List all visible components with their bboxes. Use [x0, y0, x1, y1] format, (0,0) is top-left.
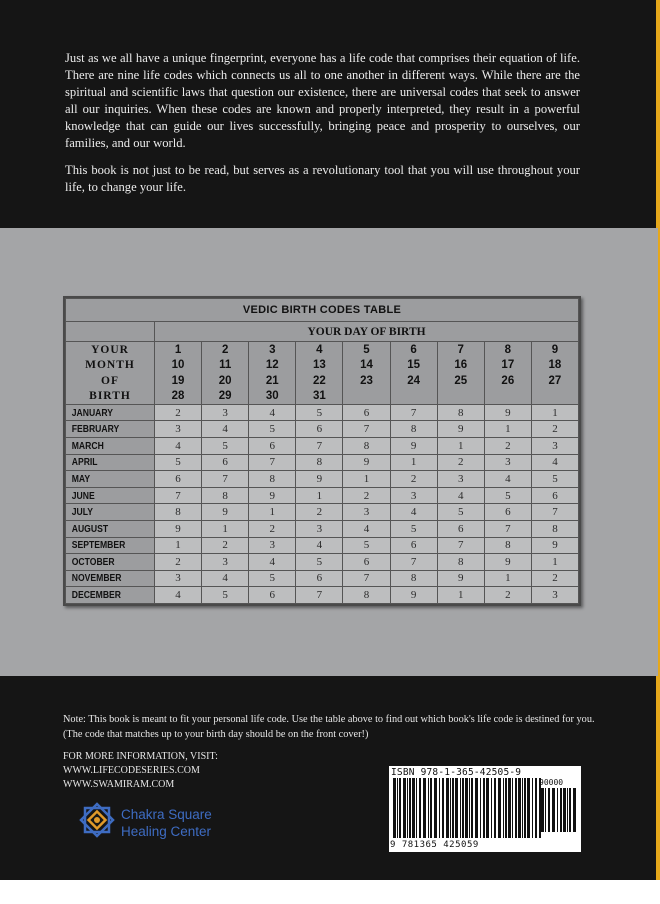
life-code-cell: 7 — [343, 421, 390, 438]
month-name: AUGUST — [71, 522, 109, 535]
life-code-cell: 1 — [296, 487, 343, 504]
barcode-addon-digits: 90000 — [539, 778, 564, 787]
codes-table — [65, 298, 579, 604]
life-code-cell: 8 — [202, 487, 249, 504]
day-number: 12 — [249, 358, 296, 373]
day-number: 15 — [390, 358, 437, 373]
life-code-cell: 9 — [484, 554, 531, 571]
barcode-bar — [548, 788, 550, 832]
month-name: JULY — [71, 506, 93, 519]
day-number: 21 — [249, 373, 296, 388]
life-code-cell: 3 — [531, 587, 578, 604]
life-code-cell: 4 — [155, 587, 202, 604]
life-code-cell: 2 — [202, 537, 249, 554]
life-code-cell: 9 — [390, 587, 437, 604]
life-code-cell: 9 — [296, 471, 343, 488]
day-number: 31 — [296, 388, 343, 404]
barcode-bar — [512, 778, 513, 838]
day-number: 23 — [343, 373, 390, 388]
life-code-cell: 4 — [155, 438, 202, 455]
life-code-cell: 8 — [155, 504, 202, 521]
life-code-cell: 5 — [531, 471, 578, 488]
life-code-cell: 3 — [202, 404, 249, 421]
day-row — [66, 342, 579, 358]
life-code-cell: 6 — [296, 421, 343, 438]
barcode-bar — [403, 778, 406, 838]
life-code-cell: 1 — [202, 520, 249, 537]
barcode-bar — [455, 778, 458, 838]
barcode-bar — [393, 778, 396, 838]
day-number — [343, 388, 390, 404]
life-code-cell: 1 — [437, 438, 484, 455]
life-code-cell: 6 — [296, 570, 343, 587]
life-code-cell: 8 — [390, 570, 437, 587]
life-code-cell: 9 — [155, 520, 202, 537]
life-code-cell: 6 — [249, 438, 296, 455]
barcode-bar — [524, 778, 526, 838]
month-row — [66, 421, 579, 438]
day-number: 24 — [390, 373, 437, 388]
life-code-cell: 4 — [390, 504, 437, 521]
day-number: 9 — [531, 342, 578, 358]
life-code-cell: 9 — [249, 487, 296, 504]
month-rows — [66, 404, 579, 603]
life-code-cell: 6 — [390, 537, 437, 554]
chakra-square-logo — [75, 798, 235, 858]
day-number: 26 — [484, 373, 531, 388]
life-code-cell: 9 — [343, 454, 390, 471]
life-code-cell: 2 — [531, 421, 578, 438]
life-code-cell: 9 — [437, 421, 484, 438]
month-row — [66, 570, 579, 587]
corner-cell — [66, 321, 155, 341]
barcode-bar — [399, 778, 401, 838]
life-code-cell: 5 — [437, 504, 484, 521]
barcode-bar — [442, 778, 444, 838]
life-code-cell: 8 — [343, 587, 390, 604]
month-name: MARCH — [71, 439, 104, 452]
life-code-cell: 9 — [390, 438, 437, 455]
life-code-cell: 5 — [484, 487, 531, 504]
life-code-cell: 9 — [202, 504, 249, 521]
life-code-cell: 7 — [531, 504, 578, 521]
life-code-cell: 2 — [484, 587, 531, 604]
life-code-cell: 3 — [484, 454, 531, 471]
life-code-cell: 5 — [296, 554, 343, 571]
lifecodeseries-link[interactable]: WWW.LIFECODESERIES.COM — [63, 765, 200, 776]
life-code-cell: 5 — [343, 537, 390, 554]
barcode-bar — [407, 778, 408, 838]
logo-text — [121, 806, 212, 840]
barcode-bar — [573, 788, 576, 832]
day-number — [484, 388, 531, 404]
day-number — [390, 388, 437, 404]
life-code-cell: 5 — [202, 587, 249, 604]
barcode-bar — [541, 788, 544, 832]
month-row — [66, 404, 579, 421]
life-code-cell: 6 — [343, 554, 390, 571]
barcode-bar — [480, 778, 481, 838]
life-code-cell: 5 — [155, 454, 202, 471]
day-number: 1 — [155, 342, 202, 358]
life-code-cell: 9 — [437, 570, 484, 587]
month-name: SEPTEMBER — [71, 539, 126, 552]
barcode-bar — [486, 778, 489, 838]
day-row — [66, 373, 579, 388]
month-name: FEBRUARY — [71, 423, 120, 436]
barcode-addon-bars — [541, 788, 577, 844]
day-number: 25 — [437, 373, 484, 388]
life-code-cell: 7 — [249, 454, 296, 471]
barcode-bar — [535, 778, 537, 838]
life-code-cell: 7 — [343, 570, 390, 587]
day-number: 11 — [202, 358, 249, 373]
month-row — [66, 454, 579, 471]
life-code-cell: 3 — [249, 537, 296, 554]
note-text: Note: This book is meant to fit your personal life code. Use the table above to find out which book's life code is destined for you. (The code that matches up to your birth day should be on the front cover!) — [63, 714, 595, 740]
month-row — [66, 487, 579, 504]
life-code-cell: 2 — [437, 454, 484, 471]
barcode-bar — [465, 778, 468, 838]
day-number: 17 — [484, 358, 531, 373]
barcode-bar — [552, 788, 555, 832]
barcode-bar — [469, 778, 470, 838]
day-number: 4 — [296, 342, 343, 358]
day-number — [437, 388, 484, 404]
barcode-bar — [563, 788, 566, 832]
month-name-cell — [66, 421, 155, 438]
life-code-cell: 2 — [155, 554, 202, 571]
month-name-cell — [66, 404, 155, 421]
day-number — [531, 388, 578, 404]
life-code-cell: 4 — [202, 570, 249, 587]
month-name-cell — [66, 537, 155, 554]
barcode-bar — [508, 778, 511, 838]
month-row — [66, 438, 579, 455]
more-info — [63, 750, 218, 792]
month-name: JANUARY — [71, 406, 114, 419]
month-name-cell — [66, 554, 155, 571]
day-number: 19 — [155, 373, 202, 388]
life-code-cell: 3 — [390, 487, 437, 504]
life-code-cell: 7 — [390, 554, 437, 571]
logo-line-1: Chakra Square — [121, 807, 212, 822]
life-code-cell: 1 — [249, 504, 296, 521]
life-code-cell: 7 — [437, 537, 484, 554]
birth-codes-table — [63, 296, 581, 606]
barcode-bar — [412, 778, 415, 838]
barcode-bar — [423, 778, 426, 838]
barcode-bars — [393, 778, 541, 842]
chakra-logo-icon — [75, 798, 119, 854]
life-code-cell: 9 — [531, 537, 578, 554]
life-code-cell: 8 — [343, 438, 390, 455]
life-code-cell: 3 — [155, 570, 202, 587]
more-info-heading: FOR MORE INFORMATION, VISIT: — [63, 751, 218, 762]
isbn-barcode — [389, 766, 581, 852]
life-code-cell: 2 — [390, 471, 437, 488]
barcode-bar — [491, 778, 492, 838]
barcode-bar — [439, 778, 440, 838]
intro-paragraph-2: This book is not just to be read, but serves as a revolutionary tool that you will use throughout your life, to change your life. — [65, 163, 580, 194]
barcode-bar — [560, 788, 562, 832]
life-code-cell: 8 — [437, 554, 484, 571]
isbn-text: ISBN 978-1-365-42505-9 — [391, 767, 522, 778]
day-number: 3 — [249, 342, 296, 358]
life-code-cell: 7 — [390, 404, 437, 421]
barcode-bar — [452, 778, 454, 838]
barcode-bar — [450, 778, 451, 838]
barcode-digits: 9 781365 425059 — [390, 840, 479, 850]
barcode-bar — [430, 778, 432, 838]
life-code-cell: 3 — [437, 471, 484, 488]
day-header — [66, 342, 579, 405]
month-name: OCTOBER — [71, 555, 115, 568]
life-code-cell: 1 — [155, 537, 202, 554]
day-number: 8 — [484, 342, 531, 358]
intro-text — [65, 50, 580, 206]
barcode-bar — [532, 778, 533, 838]
life-code-cell: 4 — [531, 454, 578, 471]
life-code-cell: 7 — [296, 587, 343, 604]
barcode-bar — [557, 788, 558, 832]
month-name: DECEMBER — [71, 589, 122, 602]
barcode-bar — [397, 778, 398, 838]
barcode-bar — [462, 778, 464, 838]
life-code-cell: 4 — [296, 537, 343, 554]
month-name-cell — [66, 487, 155, 504]
life-code-cell: 6 — [531, 487, 578, 504]
life-code-cell: 8 — [484, 537, 531, 554]
row-label: YOUR — [66, 342, 155, 358]
life-code-cell: 7 — [155, 487, 202, 504]
month-row — [66, 537, 579, 554]
life-code-cell: 2 — [155, 404, 202, 421]
life-code-cell: 4 — [249, 554, 296, 571]
life-code-cell: 8 — [249, 471, 296, 488]
life-code-cell: 3 — [155, 421, 202, 438]
day-number: 6 — [390, 342, 437, 358]
life-code-cell: 1 — [484, 421, 531, 438]
barcode-bar — [428, 778, 429, 838]
barcode-bar — [545, 788, 546, 832]
day-row — [66, 388, 579, 404]
barcode-bar — [419, 778, 421, 838]
month-row — [66, 504, 579, 521]
day-number: 7 — [437, 342, 484, 358]
barcode-bar — [446, 778, 449, 838]
barcode-bar — [527, 778, 530, 838]
life-code-cell: 4 — [343, 520, 390, 537]
life-code-cell: 7 — [296, 438, 343, 455]
day-number: 13 — [296, 358, 343, 373]
life-code-cell: 5 — [390, 520, 437, 537]
barcode-bar — [475, 778, 478, 838]
day-number: 2 — [202, 342, 249, 358]
barcode-bar — [494, 778, 496, 838]
month-name: MAY — [71, 473, 91, 485]
life-code-cell: 5 — [249, 421, 296, 438]
life-code-cell: 5 — [296, 404, 343, 421]
barcode-bar — [409, 778, 411, 838]
life-code-cell: 6 — [484, 504, 531, 521]
life-code-cell: 3 — [531, 438, 578, 455]
life-code-cell: 2 — [249, 520, 296, 537]
life-code-cell: 4 — [202, 421, 249, 438]
life-code-cell: 8 — [296, 454, 343, 471]
life-code-cell: 6 — [202, 454, 249, 471]
day-number: 10 — [155, 358, 202, 373]
month-name-cell — [66, 570, 155, 587]
life-code-cell: 1 — [390, 454, 437, 471]
life-code-cell: 6 — [249, 587, 296, 604]
month-name-cell — [66, 438, 155, 455]
day-number: 22 — [296, 373, 343, 388]
life-code-cell: 1 — [531, 404, 578, 421]
day-row — [66, 358, 579, 373]
barcode-bar — [515, 778, 517, 838]
life-code-cell: 5 — [249, 570, 296, 587]
logo-line-2: Healing Center — [121, 824, 212, 839]
day-number: 20 — [202, 373, 249, 388]
life-code-cell: 2 — [531, 570, 578, 587]
month-name-cell — [66, 504, 155, 521]
month-name: NOVEMBER — [71, 572, 122, 585]
day-number: 29 — [202, 388, 249, 404]
life-code-cell: 7 — [484, 520, 531, 537]
life-code-cell: 8 — [390, 421, 437, 438]
row-label: BIRTH — [66, 388, 155, 404]
life-code-cell: 4 — [484, 471, 531, 488]
day-number: 5 — [343, 342, 390, 358]
day-number: 27 — [531, 373, 578, 388]
month-row — [66, 554, 579, 571]
month-name: APRIL — [71, 456, 98, 469]
life-code-cell: 3 — [202, 554, 249, 571]
barcode-bar — [498, 778, 501, 838]
barcode-bar — [460, 778, 461, 838]
table-subtitle: YOUR DAY OF BIRTH — [155, 321, 579, 341]
barcode-bar — [522, 778, 523, 838]
month-row — [66, 520, 579, 537]
row-label: OF — [66, 373, 155, 388]
month-name-cell — [66, 587, 155, 604]
life-code-cell: 3 — [343, 504, 390, 521]
day-number: 16 — [437, 358, 484, 373]
life-code-cell: 9 — [484, 404, 531, 421]
life-code-cell: 5 — [202, 438, 249, 455]
month-row — [66, 471, 579, 488]
life-code-cell: 1 — [437, 587, 484, 604]
row-label: MONTH — [66, 358, 155, 373]
barcode-bar — [483, 778, 485, 838]
life-code-cell: 3 — [296, 520, 343, 537]
life-code-cell: 4 — [249, 404, 296, 421]
life-code-cell: 2 — [296, 504, 343, 521]
life-code-cell: 6 — [343, 404, 390, 421]
month-row — [66, 587, 579, 604]
table-title: VEDIC BIRTH CODES TABLE — [66, 299, 579, 322]
swamiram-link[interactable]: WWW.SWAMIRAM.COM — [63, 779, 175, 790]
life-code-cell: 8 — [531, 520, 578, 537]
life-code-cell: 7 — [202, 471, 249, 488]
month-name-cell — [66, 520, 155, 537]
life-code-cell: 1 — [343, 471, 390, 488]
barcode-bar — [503, 778, 504, 838]
life-code-cell: 1 — [531, 554, 578, 571]
barcode-bar — [471, 778, 473, 838]
barcode-bar — [416, 778, 417, 838]
life-code-cell: 6 — [437, 520, 484, 537]
day-number: 30 — [249, 388, 296, 404]
barcode-bar — [567, 788, 568, 832]
intro-paragraph-1: Just as we all have a unique fingerprint, everyone has a life code that comprises their equation of life. There are nine life codes which connects us all to one another in different ways. While there are the spiritual and scientific laws that question our existence, there are universal codes that seek to answer all our inquiries. When these codes are known and properly interpreted, they result in a powerful knowledge that can guide our lives successfully, bringing peace and prosperity to ourselves, our families, and our world. — [65, 51, 580, 150]
day-number: 14 — [343, 358, 390, 373]
barcode-bar — [569, 788, 571, 832]
life-code-cell: 2 — [343, 487, 390, 504]
month-name-cell — [66, 454, 155, 471]
barcode-bar — [505, 778, 507, 838]
month-name: JUNE — [71, 489, 95, 502]
month-name-cell — [66, 471, 155, 488]
life-code-cell: 2 — [484, 438, 531, 455]
life-code-cell: 6 — [155, 471, 202, 488]
life-code-cell: 8 — [437, 404, 484, 421]
barcode-bar — [434, 778, 437, 838]
life-code-cell: 4 — [437, 487, 484, 504]
day-number: 18 — [531, 358, 578, 373]
day-number: 28 — [155, 388, 202, 404]
barcode-bar — [518, 778, 521, 838]
life-code-cell: 1 — [484, 570, 531, 587]
